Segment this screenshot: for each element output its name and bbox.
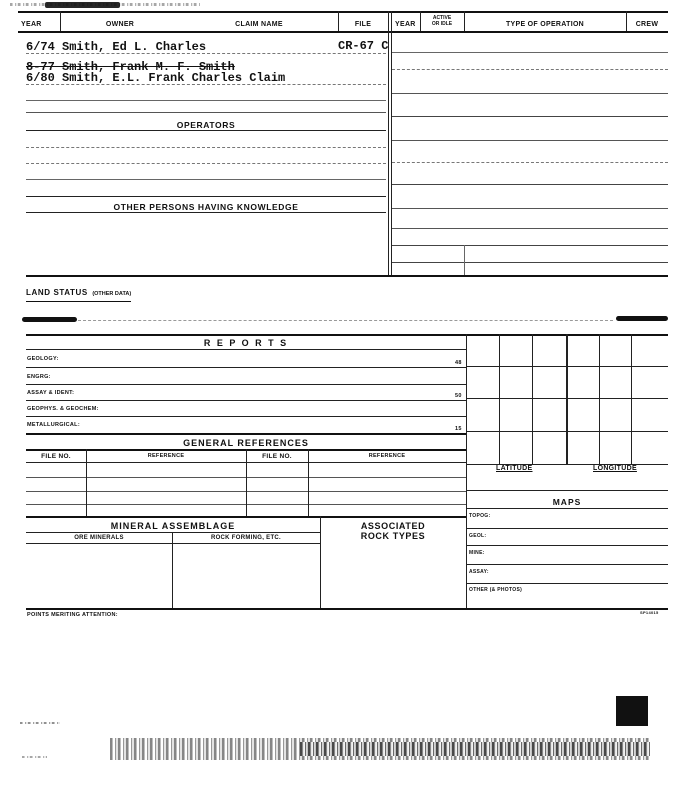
map-topog: TOPOG: (469, 513, 491, 519)
header-sep (338, 11, 339, 31)
references-col-sep (246, 449, 247, 516)
latitude-label: LATITUDE (496, 465, 533, 472)
associated-label: ASSOCIATED (360, 521, 426, 531)
header-sep (464, 11, 465, 31)
owner-row: 8-77 Smith, Frank M. F. Smith (26, 60, 235, 74)
map-other: OTHER (& PHOTOS) (469, 587, 523, 593)
ref-col-reference-2: REFERENCE (368, 453, 406, 459)
col-header-type-of-operation: TYPE OF OPERATION (505, 21, 585, 28)
maps-rule (466, 564, 668, 565)
rock-types-label: ROCK TYPES (360, 531, 426, 541)
land-status-rule (78, 320, 613, 321)
owner-row: 6/74 Smith, Ed L. Charles (26, 40, 207, 54)
mineral-assemblage-heading: MINERAL ASSEMBLAGE (110, 521, 236, 531)
top-scan-blot (45, 2, 120, 8)
header-sep (626, 11, 627, 31)
top-block-bottom-rule (26, 275, 668, 277)
references-col-sep (308, 449, 309, 516)
maps-rule (466, 583, 668, 584)
maps-heading: MAPS (552, 497, 582, 507)
points-meriting-attention: POINTS MERITING ATTENTION: (27, 612, 118, 618)
right-row-rule (392, 52, 668, 53)
scan-corner-mark (616, 696, 648, 726)
col-header-file: FILE (354, 21, 372, 28)
right-row-rule (392, 184, 668, 185)
owner-row-file: CR-67 C (338, 39, 389, 53)
right-row-rule (392, 262, 668, 263)
header-bottom-rule (18, 31, 668, 33)
references-bottom-rule (26, 516, 466, 518)
right-row-rule (392, 93, 668, 94)
other-persons-rule (26, 212, 386, 213)
report-geology-label: GEOLOGY: (27, 356, 59, 362)
report-metallurgical-label: METALLURGICAL: (27, 422, 80, 428)
land-status-label: LAND STATUS (26, 288, 88, 297)
reports-right-border (466, 334, 467, 608)
land-status-note: (OTHER DATA) (92, 291, 132, 297)
grid-vline (599, 334, 600, 464)
operators-rule (26, 179, 386, 180)
map-assay: ASSAY: (469, 569, 489, 575)
mineral-col-rock-forming: ROCK FORMING, ETC. (210, 535, 282, 541)
col-header-claim-name: CLAIM NAME (235, 21, 283, 28)
report-engrg-label: ENGRG: (27, 374, 51, 380)
references-col-sep (86, 449, 87, 516)
left-scan-blot (22, 317, 77, 322)
grid-vline (499, 334, 500, 464)
col-header-owner: OWNER (105, 21, 135, 28)
map-geol: GEOL: (469, 533, 487, 539)
scan-noise-dot (20, 722, 60, 724)
operators-rule (26, 130, 386, 131)
row-rule (26, 53, 386, 54)
report-assay-label: ASSAY & IDENT: (27, 390, 75, 396)
grid-vline (566, 334, 568, 464)
grid-vline (532, 334, 533, 464)
reports-heading: R E P O R T S (203, 338, 289, 348)
reports-bottom-rule (26, 433, 466, 435)
map-mine: MINE: (469, 550, 485, 556)
maps-rule (466, 508, 668, 509)
scan-noise-dot (22, 756, 47, 758)
mineral-col-ore-minerals: ORE MINERALS (74, 535, 124, 541)
header-top-rule (18, 11, 668, 13)
col-header-active-or-idle (420, 15, 464, 27)
header-sep (60, 11, 61, 31)
ref-col-reference-1: REFERENCE (147, 453, 185, 459)
grid-hline (466, 366, 668, 367)
maps-top-rule (466, 490, 668, 491)
general-references-heading: GENERAL REFERENCES (183, 438, 309, 448)
mineral-rule (26, 543, 320, 544)
ref-col-file-no-1: FILE NO. (41, 453, 71, 460)
grid-vline (631, 334, 632, 464)
right-row-rule (392, 69, 668, 70)
right-tick (464, 245, 465, 275)
form-bottom-rule (26, 608, 668, 610)
grid-hline (466, 431, 668, 432)
grid-hline (466, 398, 668, 399)
reports-rule (26, 367, 466, 368)
reports-top-rule (26, 334, 668, 336)
year-column-double-rule (391, 11, 392, 276)
header-sep (420, 11, 421, 31)
maps-rule (466, 528, 668, 529)
report-assay-num: 50 (455, 393, 462, 399)
right-row-rule (392, 162, 668, 163)
or-idle-label: OR IDLE (431, 21, 453, 27)
operators-rule (26, 163, 386, 164)
longitude-label: LONGITUDE (593, 465, 637, 472)
report-geophys-label: GEOPHYS. & GEOCHEM: (27, 406, 99, 412)
right-row-rule (392, 228, 668, 229)
col-header-year-2: YEAR (395, 21, 416, 28)
col-header-crew: CREW (635, 21, 659, 28)
right-row-rule (392, 116, 668, 117)
col-header-year: YEAR (21, 21, 42, 28)
row-rule (26, 84, 386, 85)
mineral-col-sep (172, 532, 173, 608)
land-status-heading (26, 282, 131, 302)
reports-rule (26, 400, 466, 401)
operators-heading: OPERATORS (176, 120, 236, 130)
right-row-rule (392, 208, 668, 209)
report-metallurgical-num: 15 (455, 426, 462, 432)
associated-rock-types-heading (320, 521, 466, 541)
report-geology-num: 48 (455, 360, 462, 366)
operators-rule (26, 147, 386, 148)
row-rule (26, 112, 386, 113)
operators-rule (26, 196, 386, 197)
form-number: SP14015 (640, 610, 659, 615)
other-persons-heading: OTHER PERSONS HAVING KNOWLEDGE (113, 202, 299, 212)
reports-rule (26, 416, 466, 417)
reports-rule (26, 349, 466, 350)
right-scan-blot (616, 316, 668, 321)
mineral-rule (26, 532, 320, 533)
ref-col-file-no-2: FILE NO. (262, 453, 292, 460)
right-row-rule (392, 245, 668, 246)
active-label: ACTIVE (432, 15, 452, 21)
scan-noise-band (300, 742, 650, 756)
right-row-rule (392, 140, 668, 141)
reports-rule (26, 384, 466, 385)
owner-row: 6/80 Smith, E.L. Frank Charles Claim (26, 71, 286, 85)
row-rule (26, 100, 386, 101)
maps-rule (466, 545, 668, 546)
